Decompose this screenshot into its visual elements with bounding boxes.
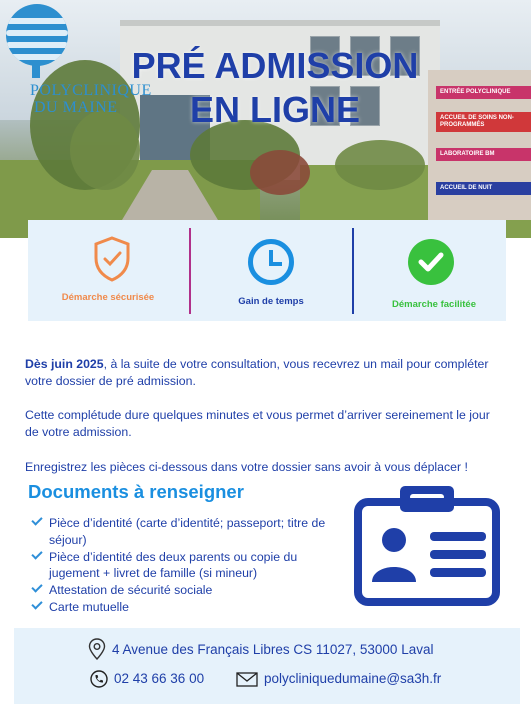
envelope-icon — [236, 670, 258, 688]
feature-secure — [28, 220, 188, 321]
hero-banner — [0, 0, 531, 238]
email-link[interactable]: polycliniquedumaine@sa3h.fr — [264, 671, 442, 686]
check-icon — [31, 514, 42, 525]
documents-list — [30, 515, 330, 616]
list-item: Pièce d’identité (carte d’identité; passeport; titre de séjour) — [30, 515, 330, 549]
shrub — [335, 140, 425, 190]
section-title: Documents à renseigner — [28, 481, 244, 502]
intro-paragraph: Dès juin 2025, à la suite de votre consultation, vous recevrez un mail pour compléter votre dossier de pré admission. — [25, 357, 489, 388]
list-item: Carte mutuelle — [30, 599, 330, 616]
shrub — [250, 150, 310, 195]
list-item: Pièce d’identité des deux parents ou copie du jugement + livret de famille (si mineur) — [30, 549, 330, 583]
phone-number[interactable]: 02 43 66 36 00 — [114, 671, 205, 686]
feature-label: Démarche facilitée — [392, 299, 476, 310]
clock-icon — [248, 239, 294, 285]
location-pin-icon — [88, 638, 106, 660]
intro-paragraph-3: Enregistrez les pièces ci-dessous dans votre dossier sans avoir à vous déplacer ! — [25, 460, 468, 474]
check-icon — [31, 582, 42, 593]
intro-date: Dès juin 2025 — [25, 357, 104, 371]
sign-entree: ENTRÉE POLYCLINIQUE — [436, 86, 531, 99]
phone-icon — [90, 670, 108, 688]
shield-check-icon — [93, 236, 131, 282]
id-card-icon — [354, 486, 500, 606]
feature-label: Démarche sécurisée — [61, 292, 155, 303]
check-icon — [31, 548, 42, 559]
sign-accueil-soins: ACCUEIL DE SOINS NON-PROGRAMMÉS — [436, 112, 531, 132]
logo-text: POLYCLINIQUE DU MAINE — [30, 82, 152, 116]
feature-label: Gain de temps — [238, 296, 304, 307]
list-item: Attestation de sécurité sociale — [30, 582, 330, 599]
intro-paragraph-2: Cette complétude dure quelques minutes et vous permet d’arriver sereinement le jour de votre admission. — [25, 408, 490, 439]
footer — [14, 628, 520, 704]
logo-emblem — [6, 4, 68, 66]
page-title: PRÉ ADMISSION EN LIGNE — [131, 45, 419, 130]
address: 4 Avenue des Français Libres CS 11027, 53000 Laval — [112, 642, 434, 657]
sign-accueil-nuit: ACCUEIL DE NUIT — [436, 182, 531, 195]
check-icon — [31, 598, 42, 609]
check-circle-icon — [408, 239, 454, 285]
sign-laboratoire: LABORATOIRE BM — [436, 148, 531, 161]
features-bar — [28, 220, 506, 321]
